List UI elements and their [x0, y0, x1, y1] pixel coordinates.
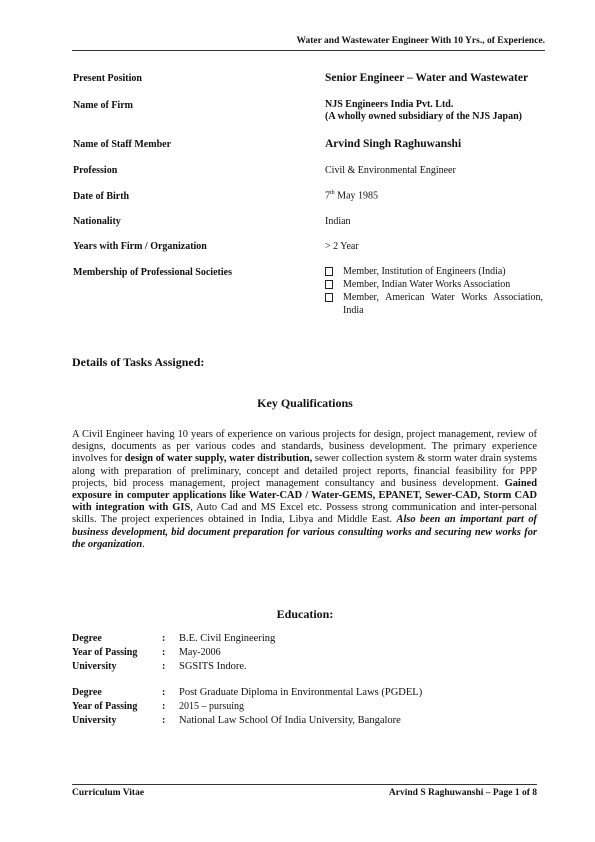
staff-value: Arvind Singh Raghuwanshi	[325, 138, 462, 150]
staff-label: Name of Staff Member	[73, 139, 172, 150]
membership-list	[325, 265, 543, 317]
footer-left: Curriculum Vitae	[72, 788, 145, 798]
key-qualifications-text: A Civil Engineer having 10 years of experience on various projects for design, project management, review of designs, documents as per various codes and standards, business development. The primary experience involves for design of water supply, water distribution, sewer collection system & storm water drain systems along with preparation of preliminary, concept and detailed project reports, financial feasibility for PPP projects, bid process management, project management consultancy and business development. Gained exposure in computer applications like Water-CAD / Water-GEMS, EPANET, Sewer-CAD, Storm CAD with integration with GIS, Auto Cad and MS Excel etc. Possess strong communication and inter-personal skills. The project experiences obtained in India, Libya and Middle East. Also been an important part of business development, bid document preparation for various consulting works and securing new works for the organization.	[72, 429, 537, 550]
nationality-value: Indian	[325, 216, 351, 227]
tasks-heading: Details of Tasks Assigned:	[72, 355, 205, 369]
footer-divider	[72, 784, 537, 785]
profession-label: Profession	[73, 165, 118, 176]
years-value: > 2 Year	[325, 241, 359, 252]
firm-value: NJS Engineers India Pvt. Ltd.	[325, 99, 454, 110]
education-heading: Education:	[276, 607, 334, 621]
header-divider	[72, 50, 545, 51]
nationality-label: Nationality	[73, 216, 121, 227]
membership-item: Member, Indian Water Works Association	[325, 278, 543, 291]
profession-value: Civil & Environmental Engineer	[325, 165, 456, 176]
years-label: Years with Firm / Organization	[73, 241, 207, 252]
membership-item: Member, American Water Works Association, India	[325, 291, 543, 317]
footer-page-number: Arvind S Raghuwanshi – Page 1 of 8	[388, 788, 537, 798]
education-entry-1: Degree : B.E. Civil Engineering Year of Passing : May-2006 University : SGSITS Indore.	[72, 633, 276, 672]
dob-label: Date of Birth	[73, 191, 130, 202]
page-header: Water and Wastewater Engineer With 10 Yrs., of Experience.	[296, 36, 545, 46]
key-qualifications-heading: Key Qualifications	[257, 396, 353, 410]
dob-value: 7th May 1985	[325, 190, 379, 202]
membership-label: Membership of Professional Societies	[73, 267, 232, 278]
firm-label: Name of Firm	[73, 100, 133, 111]
bullet-box-icon	[325, 293, 333, 302]
firm-subsidiary: (A wholly owned subsidiary of the NJS Japan)	[325, 111, 522, 122]
present-position-label: Present Position	[73, 73, 142, 84]
present-position-value: Senior Engineer – Water and Wastewater	[325, 72, 529, 84]
education-entry-2: Degree : Post Graduate Diploma in Environmental Laws (PGDEL) Year of Passing : 2015 – pursuing University : National Law School Of India University, Bangalore	[72, 687, 423, 726]
bullet-box-icon	[325, 280, 333, 289]
membership-item: Member, Institution of Engineers (India)	[325, 265, 543, 278]
bullet-box-icon	[325, 267, 333, 276]
